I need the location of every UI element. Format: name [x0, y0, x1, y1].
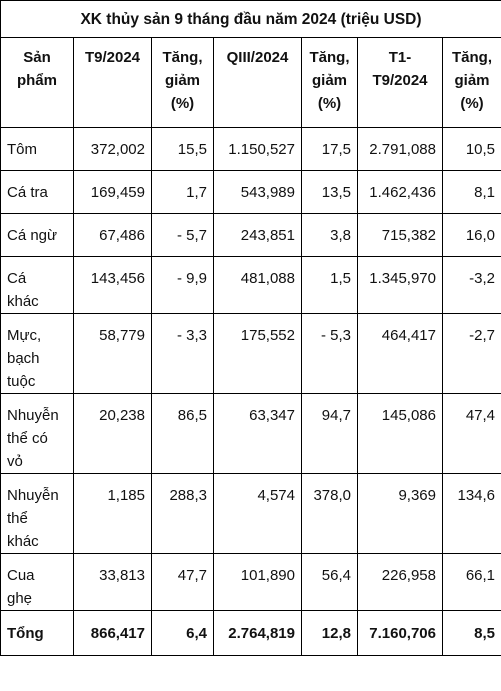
value-cell: 1.462,436: [358, 171, 443, 214]
product-name: Tôm: [1, 128, 74, 171]
value-cell: 134,6: [443, 474, 501, 554]
value-cell: 1,7: [152, 171, 214, 214]
total-value-cell: 2.764,819: [214, 611, 302, 656]
value-cell: 4,574: [214, 474, 302, 554]
value-cell: - 3,3: [152, 314, 214, 394]
value-cell: 288,3: [152, 474, 214, 554]
value-cell: 2.791,088: [358, 128, 443, 171]
total-label: Tổng: [1, 611, 74, 656]
value-cell: 169,459: [74, 171, 152, 214]
total-value-cell: 12,8: [302, 611, 358, 656]
value-cell: 9,369: [358, 474, 443, 554]
value-cell: 17,5: [302, 128, 358, 171]
value-cell: 94,7: [302, 394, 358, 474]
product-name: Cá tra: [1, 171, 74, 214]
product-name: Nhuyễn thể khác: [1, 474, 74, 554]
product-name: Cua ghẹ: [1, 554, 74, 611]
value-cell: 145,086: [358, 394, 443, 474]
value-cell: 8,1: [443, 171, 501, 214]
value-cell: 715,382: [358, 214, 443, 257]
value-cell: 1.345,970: [358, 257, 443, 314]
value-cell: 63,347: [214, 394, 302, 474]
value-cell: 56,4: [302, 554, 358, 611]
product-name: Nhuyễn thể có vỏ: [1, 394, 74, 474]
header-q3-change: Tăng, giảm (%): [302, 38, 358, 128]
value-cell: 47,7: [152, 554, 214, 611]
table-row: [1, 214, 501, 257]
total-value-cell: 8,5: [443, 611, 501, 656]
table-row: [1, 554, 501, 611]
total-value-cell: 7.160,706: [358, 611, 443, 656]
value-cell: - 9,9: [152, 257, 214, 314]
value-cell: 101,890: [214, 554, 302, 611]
table-row: [1, 128, 501, 171]
total-value-cell: 866,417: [74, 611, 152, 656]
value-cell: 67,486: [74, 214, 152, 257]
header-q3: QIII/2024: [214, 38, 302, 128]
total-row: [1, 611, 501, 656]
header-t1-t9-change: Tăng, giảm (%): [443, 38, 501, 128]
table-row: [1, 474, 501, 554]
value-cell: 3,8: [302, 214, 358, 257]
value-cell: 13,5: [302, 171, 358, 214]
value-cell: 464,417: [358, 314, 443, 394]
value-cell: 66,1: [443, 554, 501, 611]
value-cell: 1.150,527: [214, 128, 302, 171]
value-cell: 20,238: [74, 394, 152, 474]
table-row: [1, 394, 501, 474]
header-product: Sản phẩm: [1, 38, 74, 128]
value-cell: 226,958: [358, 554, 443, 611]
value-cell: 243,851: [214, 214, 302, 257]
table-row: [1, 314, 501, 394]
table-title: XK thủy sản 9 tháng đầu năm 2024 (triệu USD): [1, 1, 501, 38]
value-cell: 1,5: [302, 257, 358, 314]
table-row: [1, 257, 501, 314]
value-cell: 372,002: [74, 128, 152, 171]
value-cell: - 5,3: [302, 314, 358, 394]
value-cell: 15,5: [152, 128, 214, 171]
value-cell: -3,2: [443, 257, 501, 314]
product-name: Cá ngừ: [1, 214, 74, 257]
value-cell: 16,0: [443, 214, 501, 257]
value-cell: 378,0: [302, 474, 358, 554]
value-cell: 543,989: [214, 171, 302, 214]
product-name: Cá khác: [1, 257, 74, 314]
value-cell: 47,4: [443, 394, 501, 474]
value-cell: 10,5: [443, 128, 501, 171]
value-cell: - 5,7: [152, 214, 214, 257]
value-cell: 481,088: [214, 257, 302, 314]
value-cell: 175,552: [214, 314, 302, 394]
header-t1-t9: T1- T9/2024: [358, 38, 443, 128]
total-value-cell: 6,4: [152, 611, 214, 656]
value-cell: 58,779: [74, 314, 152, 394]
header-t9-change: Tăng, giảm (%): [152, 38, 214, 128]
table-row: [1, 171, 501, 214]
value-cell: 86,5: [152, 394, 214, 474]
value-cell: 33,813: [74, 554, 152, 611]
value-cell: 1,185: [74, 474, 152, 554]
header-t9: T9/2024: [74, 38, 152, 128]
value-cell: -2,7: [443, 314, 501, 394]
value-cell: 143,456: [74, 257, 152, 314]
product-name: Mực, bạch tuộc: [1, 314, 74, 394]
